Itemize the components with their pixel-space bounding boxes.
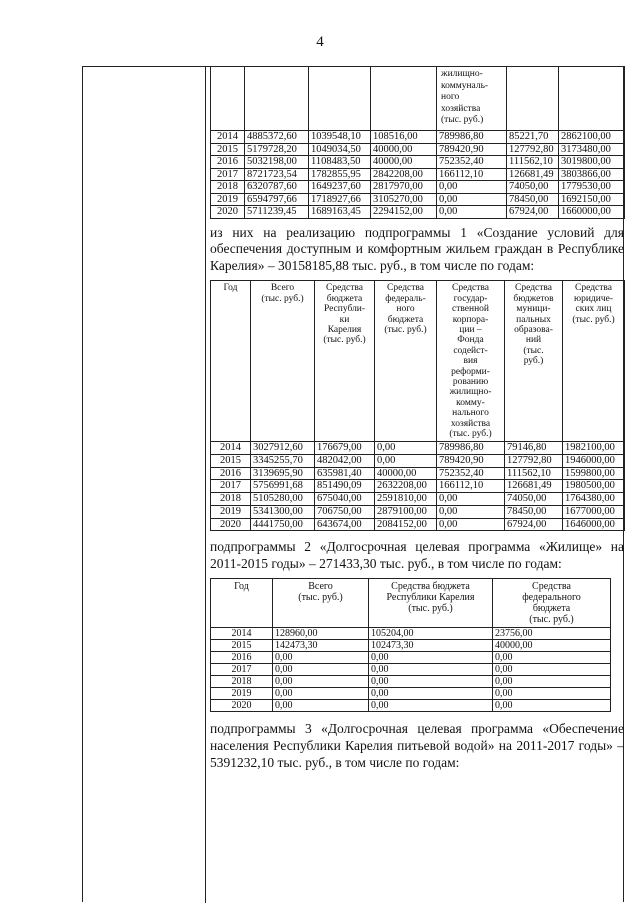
- value-cell: 127792,80: [507, 143, 559, 156]
- header-cell: Всего (тыс. руб.): [273, 579, 369, 628]
- year-cell: 2016: [211, 467, 251, 480]
- year-cell: 2019: [211, 193, 245, 206]
- value-cell: 643674,00: [315, 518, 375, 531]
- table-row: [211, 628, 611, 640]
- value-cell: 108516,00: [371, 131, 437, 144]
- table-row: [211, 143, 625, 156]
- value-cell: 102473,30: [369, 640, 493, 652]
- year-cell: 2014: [211, 442, 251, 455]
- header-cell: [309, 67, 371, 131]
- value-cell: 111562,10: [505, 467, 563, 480]
- value-cell: 6320787,60: [245, 181, 309, 194]
- value-cell: 5711239,45: [245, 206, 309, 219]
- value-cell: 2632208,00: [375, 480, 437, 493]
- value-cell: 1782855,95: [309, 168, 371, 181]
- value-cell: 851490,09: [315, 480, 375, 493]
- content-column: [210, 66, 624, 771]
- header-cell: [371, 67, 437, 131]
- value-cell: 111562,10: [507, 156, 559, 169]
- value-cell: 3019800,00: [559, 156, 625, 169]
- value-cell: 85221,70: [507, 131, 559, 144]
- value-cell: 67924,00: [505, 518, 563, 531]
- value-cell: 74050,00: [505, 493, 563, 506]
- table-row: [211, 442, 625, 455]
- value-cell: 126681,49: [507, 168, 559, 181]
- value-cell: 23756,00: [493, 628, 611, 640]
- year-cell: 2014: [211, 131, 245, 144]
- year-cell: 2020: [211, 206, 245, 219]
- value-cell: 74050,00: [507, 181, 559, 194]
- value-cell: 1660000,00: [559, 206, 625, 219]
- value-cell: 0,00: [437, 193, 507, 206]
- year-cell: 2014: [211, 628, 273, 640]
- funding-table-total: [210, 66, 625, 219]
- column-divider: [205, 67, 206, 903]
- value-cell: 105204,00: [369, 628, 493, 640]
- value-cell: 0,00: [437, 518, 505, 531]
- value-cell: 2862100,00: [559, 131, 625, 144]
- value-cell: 752352,40: [437, 467, 505, 480]
- value-cell: 128960,00: [273, 628, 369, 640]
- table-row: [211, 467, 625, 480]
- value-cell: 1049034,50: [309, 143, 371, 156]
- value-cell: 126681,49: [505, 480, 563, 493]
- paragraph-subprogram-3: подпрограммы 3 «Долгосрочная целевая программа «Обеспечение населения Республики Карелия питьевой водой» на 2011-2017 годы» – 5391232,10 тыс. руб., в том числе по годам:: [210, 721, 624, 770]
- value-cell: 142473,30: [273, 640, 369, 652]
- year-cell: 2015: [211, 640, 273, 652]
- header-cell: [507, 67, 559, 131]
- funding-table-subprogram-2: [210, 578, 611, 712]
- value-cell: 0,00: [273, 676, 369, 688]
- year-cell: 2015: [211, 143, 245, 156]
- value-cell: 1779530,00: [559, 181, 625, 194]
- value-cell: 166112,10: [437, 480, 505, 493]
- value-cell: 0,00: [437, 206, 507, 219]
- value-cell: 8721723,54: [245, 168, 309, 181]
- value-cell: 0,00: [369, 676, 493, 688]
- value-cell: 1646000,00: [563, 518, 625, 531]
- value-cell: 1677000,00: [563, 505, 625, 518]
- year-cell: 2016: [211, 156, 245, 169]
- value-cell: 5756991,68: [251, 480, 315, 493]
- header-cell: Год: [211, 281, 251, 442]
- value-cell: 3803866,00: [559, 168, 625, 181]
- value-cell: 1039548,10: [309, 131, 371, 144]
- value-cell: 3105270,00: [371, 193, 437, 206]
- value-cell: 752352,40: [437, 156, 507, 169]
- year-cell: 2015: [211, 455, 251, 468]
- value-cell: 79146,80: [505, 442, 563, 455]
- value-cell: 0,00: [273, 688, 369, 700]
- table-row: [211, 493, 625, 506]
- paragraph-subprogram-2: подпрограммы 2 «Долгосрочная целевая программа «Жилище» на 2011-2015 годы» – 271433,30 тыс. руб., в том числе по годам:: [210, 539, 624, 571]
- header-cell: Год: [211, 579, 273, 628]
- value-cell: 0,00: [437, 493, 505, 506]
- value-cell: 5179728,20: [245, 143, 309, 156]
- header-cell: Средства федераль- ного бюджета (тыс. руб.): [375, 281, 437, 442]
- value-cell: 706750,00: [315, 505, 375, 518]
- header-cell: [245, 67, 309, 131]
- value-cell: 1946000,00: [563, 455, 625, 468]
- value-cell: 6594797,66: [245, 193, 309, 206]
- value-cell: 40000,00: [375, 467, 437, 480]
- year-cell: 2020: [211, 700, 273, 712]
- value-cell: 40000,00: [493, 640, 611, 652]
- table-row: [211, 664, 611, 676]
- value-cell: 2817970,00: [371, 181, 437, 194]
- table-row: [211, 652, 611, 664]
- table-row: [211, 700, 611, 712]
- year-cell: 2017: [211, 664, 273, 676]
- year-cell: 2020: [211, 518, 251, 531]
- value-cell: 3139695,90: [251, 467, 315, 480]
- value-cell: 1982100,00: [563, 442, 625, 455]
- value-cell: 0,00: [273, 700, 369, 712]
- value-cell: 789986,80: [437, 442, 505, 455]
- value-cell: 0,00: [493, 676, 611, 688]
- value-cell: 5341300,00: [251, 505, 315, 518]
- value-cell: 0,00: [493, 700, 611, 712]
- value-cell: 166112,10: [437, 168, 507, 181]
- header-cell: [211, 67, 245, 131]
- funding-table-subprogram-1: [210, 280, 625, 531]
- page-number: 4: [316, 34, 324, 50]
- table-row: [211, 168, 625, 181]
- value-cell: 78450,00: [505, 505, 563, 518]
- value-cell: 40000,00: [371, 143, 437, 156]
- value-cell: 1649237,60: [309, 181, 371, 194]
- value-cell: 1980500,00: [563, 480, 625, 493]
- header-cell: Средства бюджета Республики Карелия (тыс. руб.): [369, 579, 493, 628]
- value-cell: 0,00: [369, 688, 493, 700]
- paragraph-subprogram-1: из них на реализацию подпрограммы 1 «Создание условий для обеспечения доступным и комфортным жильем граждан в Республике Карелия» – 30158185,88 тыс. руб., в том числе по годам:: [210, 224, 624, 273]
- value-cell: 1718927,66: [309, 193, 371, 206]
- value-cell: 176679,00: [315, 442, 375, 455]
- value-cell: 0,00: [437, 181, 507, 194]
- value-cell: 675040,00: [315, 493, 375, 506]
- table-row: [211, 131, 625, 144]
- value-cell: 0,00: [437, 505, 505, 518]
- table-row: [211, 518, 625, 531]
- header-cell: Всего (тыс. руб.): [251, 281, 315, 442]
- table-row: [211, 640, 611, 652]
- header-cell: Средства бюджетов муници- пальных образова- ний (тыс. руб.): [505, 281, 563, 442]
- year-cell: 2017: [211, 480, 251, 493]
- value-cell: 0,00: [375, 442, 437, 455]
- value-cell: 5105280,00: [251, 493, 315, 506]
- header-cell: Средства бюджета Республи- ки Карелия (тыс. руб.): [315, 281, 375, 442]
- value-cell: 2591810,00: [375, 493, 437, 506]
- value-cell: 4885372,60: [245, 131, 309, 144]
- value-cell: 482042,00: [315, 455, 375, 468]
- header-cell-fund: жилищно- коммуналь- ного хозяйства (тыс. руб.): [437, 67, 507, 131]
- year-cell: 2017: [211, 168, 245, 181]
- value-cell: 2842208,00: [371, 168, 437, 181]
- value-cell: 1764380,00: [563, 493, 625, 506]
- year-cell: 2018: [211, 493, 251, 506]
- value-cell: 3027912,60: [251, 442, 315, 455]
- table-row: [211, 455, 625, 468]
- value-cell: 0,00: [273, 652, 369, 664]
- table-row: [211, 676, 611, 688]
- year-cell: 2019: [211, 688, 273, 700]
- value-cell: 127792,80: [505, 455, 563, 468]
- value-cell: 0,00: [273, 664, 369, 676]
- table-row: [211, 193, 625, 206]
- year-cell: 2016: [211, 652, 273, 664]
- table-row: [211, 688, 611, 700]
- value-cell: 0,00: [493, 664, 611, 676]
- value-cell: 1692150,00: [559, 193, 625, 206]
- header-cell: Средства юридиче- ских лиц (тыс. руб.): [563, 281, 625, 442]
- value-cell: 0,00: [375, 455, 437, 468]
- value-cell: 1599800,00: [563, 467, 625, 480]
- value-cell: 3345255,70: [251, 455, 315, 468]
- table-row: [211, 480, 625, 493]
- header-cell: Средства федерального бюджета (тыс. руб.): [493, 579, 611, 628]
- value-cell: 635981,40: [315, 467, 375, 480]
- value-cell: 4441750,00: [251, 518, 315, 531]
- value-cell: 2294152,00: [371, 206, 437, 219]
- value-cell: 1689163,45: [309, 206, 371, 219]
- year-cell: 2018: [211, 181, 245, 194]
- value-cell: 2084152,00: [375, 518, 437, 531]
- value-cell: 789420,90: [437, 143, 507, 156]
- table-row: [211, 181, 625, 194]
- value-cell: 789986,80: [437, 131, 507, 144]
- table-row: [211, 505, 625, 518]
- value-cell: 2879100,00: [375, 505, 437, 518]
- value-cell: 0,00: [493, 688, 611, 700]
- value-cell: 78450,00: [507, 193, 559, 206]
- value-cell: 0,00: [493, 652, 611, 664]
- header-cell: Средства государ- ственной корпора- ции – Фонда содейст- вия реформи- рованию жилищно- комму- нального хозяйства (тыс. руб.): [437, 281, 505, 442]
- value-cell: 67924,00: [507, 206, 559, 219]
- value-cell: 5032198,00: [245, 156, 309, 169]
- value-cell: 3173480,00: [559, 143, 625, 156]
- value-cell: 0,00: [369, 700, 493, 712]
- table-row: [211, 156, 625, 169]
- table-row: [211, 206, 625, 219]
- year-cell: 2018: [211, 676, 273, 688]
- value-cell: 0,00: [369, 664, 493, 676]
- year-cell: 2019: [211, 505, 251, 518]
- value-cell: 789420,90: [437, 455, 505, 468]
- value-cell: 1108483,50: [309, 156, 371, 169]
- value-cell: 0,00: [369, 652, 493, 664]
- value-cell: 40000,00: [371, 156, 437, 169]
- header-cell: [559, 67, 625, 131]
